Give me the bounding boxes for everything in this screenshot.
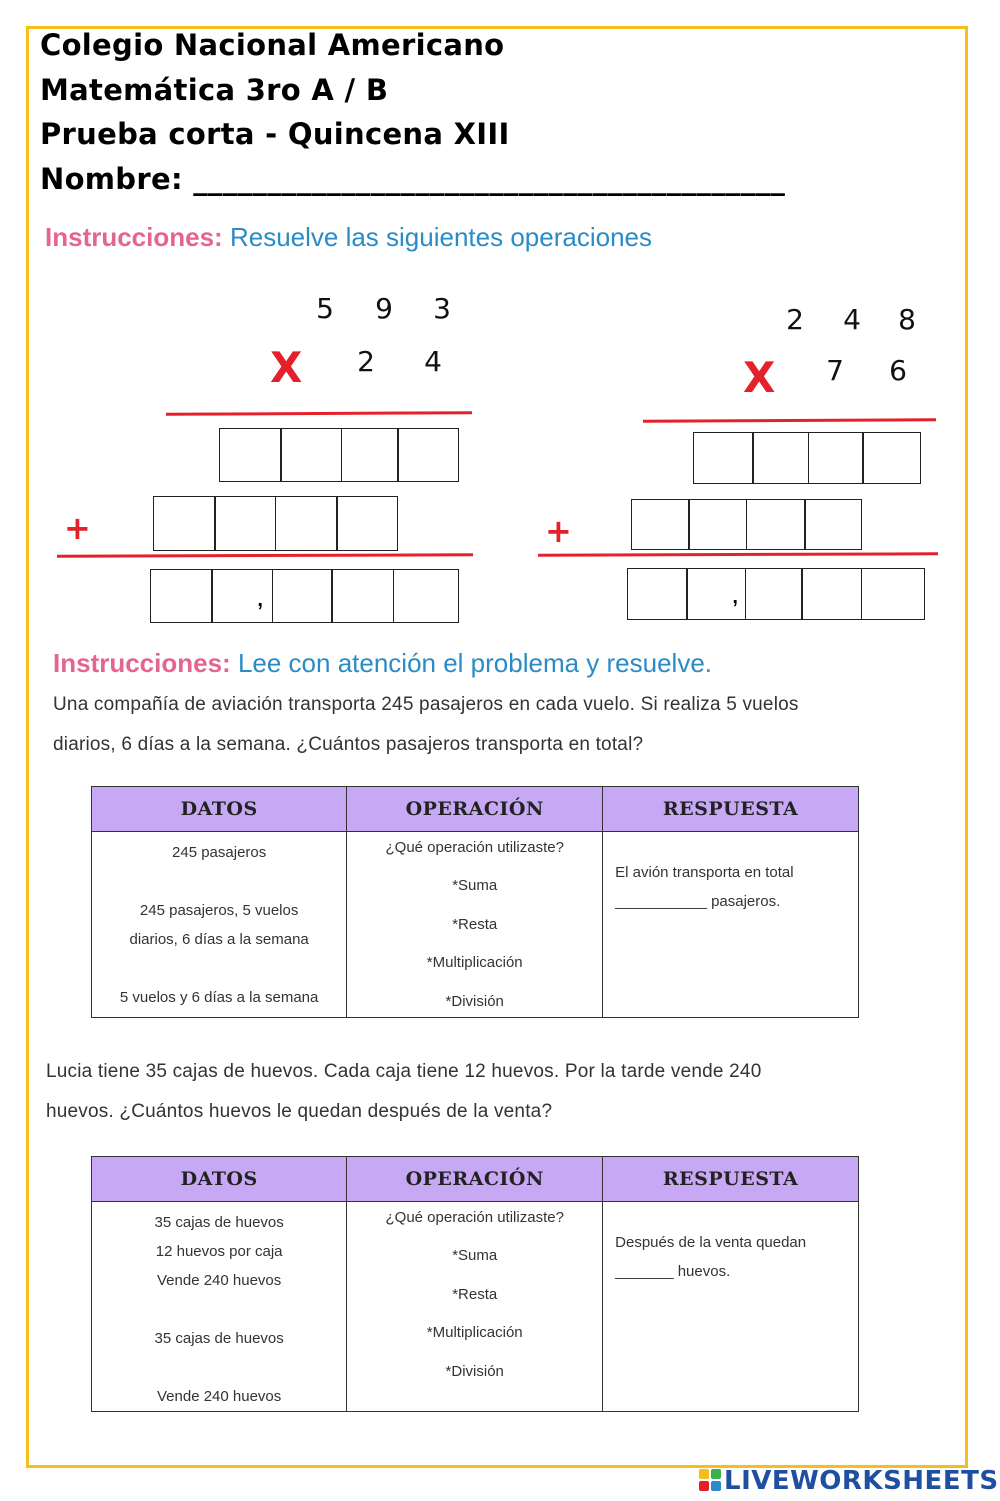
thousands-comma: , (732, 586, 738, 608)
op1-bottom-digit: 2 (357, 345, 375, 378)
datos-item[interactable]: Vende 240 huevos (157, 1388, 282, 1405)
answer-box[interactable] (746, 499, 806, 550)
operation-option[interactable]: *Resta (452, 916, 498, 933)
test-title: Prueba corta - Quincena XIII (40, 117, 510, 151)
respuesta-text: El avión transporta en total (615, 864, 794, 881)
answer-box[interactable] (631, 499, 690, 550)
answer-box[interactable] (397, 428, 459, 482)
column-header-datos: DATOS (92, 1157, 347, 1202)
problem-2-line: huevos. ¿Cuántos huevos le quedan después de la venta? (46, 1101, 553, 1122)
subject-line: Matemática 3ro A / B (40, 73, 389, 107)
answer-box[interactable] (627, 568, 688, 620)
op2-bottom-digit: 6 (889, 354, 907, 387)
answer-box[interactable] (745, 568, 803, 620)
name-field[interactable]: Nombre: ________________________________________ (40, 162, 786, 196)
instructions-2 (53, 648, 712, 679)
datos-item[interactable]: 35 cajas de huevos (154, 1214, 284, 1231)
column-header-respuesta: RESPUESTA (603, 1157, 859, 1202)
operation-option[interactable]: *División (445, 993, 504, 1010)
answer-box[interactable] (275, 496, 338, 551)
answer-box[interactable] (336, 496, 398, 551)
answer-box[interactable] (752, 432, 809, 484)
answer-box[interactable] (211, 569, 273, 623)
operation-option[interactable]: *Suma (452, 877, 498, 894)
op2-top-digit: 2 (786, 303, 804, 336)
answer-box[interactable] (804, 499, 862, 550)
datos-item[interactable]: 245 pasajeros (172, 844, 267, 861)
data-table-2 (91, 1156, 859, 1412)
operation-option[interactable]: *División (445, 1363, 504, 1380)
datos-cell[interactable] (92, 1202, 347, 1412)
answer-box[interactable] (693, 432, 754, 484)
op1-bottom-digit: 4 (424, 345, 442, 378)
problem-1 (53, 685, 799, 765)
total-row (627, 568, 925, 620)
answer-box[interactable] (153, 496, 216, 551)
problem-2-line: Lucia tiene 35 cajas de huevos. Cada caja tiene 12 huevos. Por la tarde vende 240 (46, 1061, 762, 1082)
liveworksheets-logo-icon (698, 1468, 722, 1492)
op1-top-digit: 9 (375, 292, 393, 325)
op2-bottom-digit: 7 (826, 354, 844, 387)
plus-sign-icon: + (64, 509, 91, 547)
column-header-datos: DATOS (92, 787, 347, 832)
answer-box[interactable] (808, 432, 864, 484)
answer-box[interactable] (280, 428, 342, 482)
plus-sign-icon: + (545, 512, 572, 550)
instructions-label: Instrucciones: (45, 222, 223, 252)
answer-box[interactable] (688, 499, 747, 550)
operation-option[interactable]: *Resta (452, 1286, 498, 1303)
column-header-operacion: OPERACIÓN (347, 1157, 603, 1202)
multiply-sign-icon: X (270, 343, 303, 392)
instructions-text: Lee con atención el problema y resuelve. (237, 648, 713, 678)
multiply-sign-icon: X (743, 353, 776, 402)
op2-top-digit: 4 (843, 303, 861, 336)
respuesta-cell (603, 832, 859, 1018)
problem-1-line: diarios, 6 días a la semana. ¿Cuántos pasajeros transporta en total? (53, 734, 644, 755)
datos-item[interactable]: 245 pasajeros, 5 vuelos (139, 902, 299, 919)
op1-top-digit: 5 (316, 292, 334, 325)
respuesta-blank[interactable]: ___________ pasajeros. (615, 893, 781, 910)
instructions-text: Resuelve las siguientes operaciones (229, 222, 652, 252)
problem-2 (46, 1052, 761, 1132)
answer-box[interactable] (862, 432, 921, 484)
instructions-1 (45, 222, 652, 253)
operacion-cell (347, 832, 603, 1018)
column-header-respuesta: RESPUESTA (603, 787, 859, 832)
operation-option[interactable]: *Suma (452, 1247, 498, 1264)
op1-top-digit: 3 (433, 292, 451, 325)
datos-item[interactable]: 5 vuelos y 6 días a la semana (119, 989, 319, 1006)
operacion-cell (347, 1202, 603, 1412)
operation-option[interactable]: *Multiplicación (426, 1324, 523, 1341)
answer-box[interactable] (341, 428, 399, 482)
answer-box[interactable] (686, 568, 746, 620)
answer-box[interactable] (861, 568, 925, 620)
respuesta-cell (603, 1202, 859, 1412)
answer-box[interactable] (393, 569, 459, 623)
respuesta-text: Después de la venta quedan (615, 1234, 807, 1251)
answer-box[interactable] (214, 496, 276, 551)
datos-item[interactable]: 12 huevos por caja (155, 1243, 283, 1260)
partial-product-2-row (631, 499, 862, 550)
school-name: Colegio Nacional Americano (40, 28, 505, 62)
data-table-1 (91, 786, 859, 1018)
answer-box[interactable] (272, 569, 333, 623)
partial-product-2-row (153, 496, 398, 551)
operacion-question: ¿Qué operación utilizaste? (385, 839, 564, 856)
datos-item[interactable]: Vende 240 huevos (157, 1272, 282, 1289)
datos-item[interactable]: 35 cajas de huevos (154, 1330, 284, 1347)
answer-box[interactable] (331, 569, 394, 623)
liveworksheets-logo (698, 1466, 999, 1496)
liveworksheets-logo-text: LIVEWORKSHEETS (724, 1466, 999, 1496)
partial-product-1-row (219, 428, 459, 482)
column-header-operacion: OPERACIÓN (347, 787, 603, 832)
thousands-comma: , (257, 589, 263, 611)
op2-top-digit: 8 (898, 303, 916, 336)
operation-option[interactable]: *Multiplicación (426, 954, 523, 971)
total-row (150, 569, 459, 623)
operacion-question: ¿Qué operación utilizaste? (385, 1209, 564, 1226)
datos-item[interactable]: diarios, 6 días a la semana (129, 931, 309, 948)
datos-cell[interactable] (92, 832, 347, 1018)
partial-product-1-row (693, 432, 921, 484)
respuesta-blank[interactable]: _______ huevos. (615, 1263, 731, 1280)
answer-box[interactable] (801, 568, 862, 620)
answer-box[interactable] (150, 569, 213, 623)
instructions-label: Instrucciones: (53, 648, 231, 678)
answer-box[interactable] (219, 428, 282, 482)
problem-1-line: Una compañía de aviación transporta 245 pasajeros en cada vuelo. Si realiza 5 vuelos (53, 694, 799, 715)
